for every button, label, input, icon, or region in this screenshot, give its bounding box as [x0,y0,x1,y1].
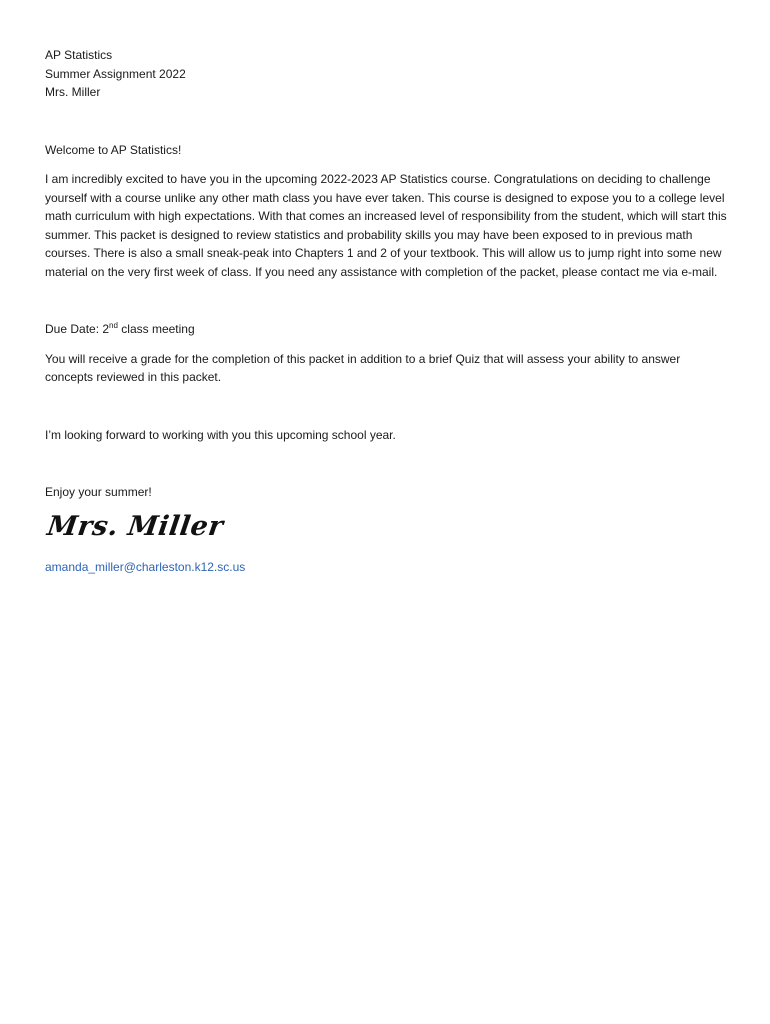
signature: Mrs. Miller [45,510,226,542]
due-date-line [45,320,729,339]
assignment-title: Summer Assignment 2022 [45,66,186,81]
grade-paragraph: You will receive a grade for the completion of this packet in addition to a brief Quiz that will assess your ability to answer concepts reviewed in this packet. [45,351,681,384]
closing-line: I’m looking forward to working with you this upcoming school year. [45,427,396,442]
email-link[interactable]: amanda_miller@charleston.k12.sc.us [45,559,246,574]
letter-page [45,46,729,576]
sign-off: Enjoy your summer! [45,485,152,499]
due-date-suffix: class meeting [117,322,195,336]
due-date-prefix: Due Date: 2 [45,322,110,336]
course-name: AP Statistics [45,48,113,62]
teacher-name: Mrs. Miller [45,85,101,99]
due-date-superscript: nd [109,321,118,330]
welcome-heading: Welcome to AP Statistics! [45,142,182,157]
intro-paragraph: I am incredibly excited to have you in the upcoming 2022-2023 AP Statistics course. Congratulations on deciding to challenge yourself with a course unlike any other math class you have ever taken. This course is designed to expose you to a college level math curriculum with high expectations. With that comes an increased level of responsibility from the student, which will start this summer. This packet is designed to review statistics and probability skills you may have been exposed to in previous math courses. There is also a small sneak-peak into Chapters 1 and 2 of your textbook. This will allow us to jump right into some new material on the very first week of class. If you need any assistance with completion of the packet, please contact me via e-mail. [45,172,727,279]
letter-header [45,46,729,102]
